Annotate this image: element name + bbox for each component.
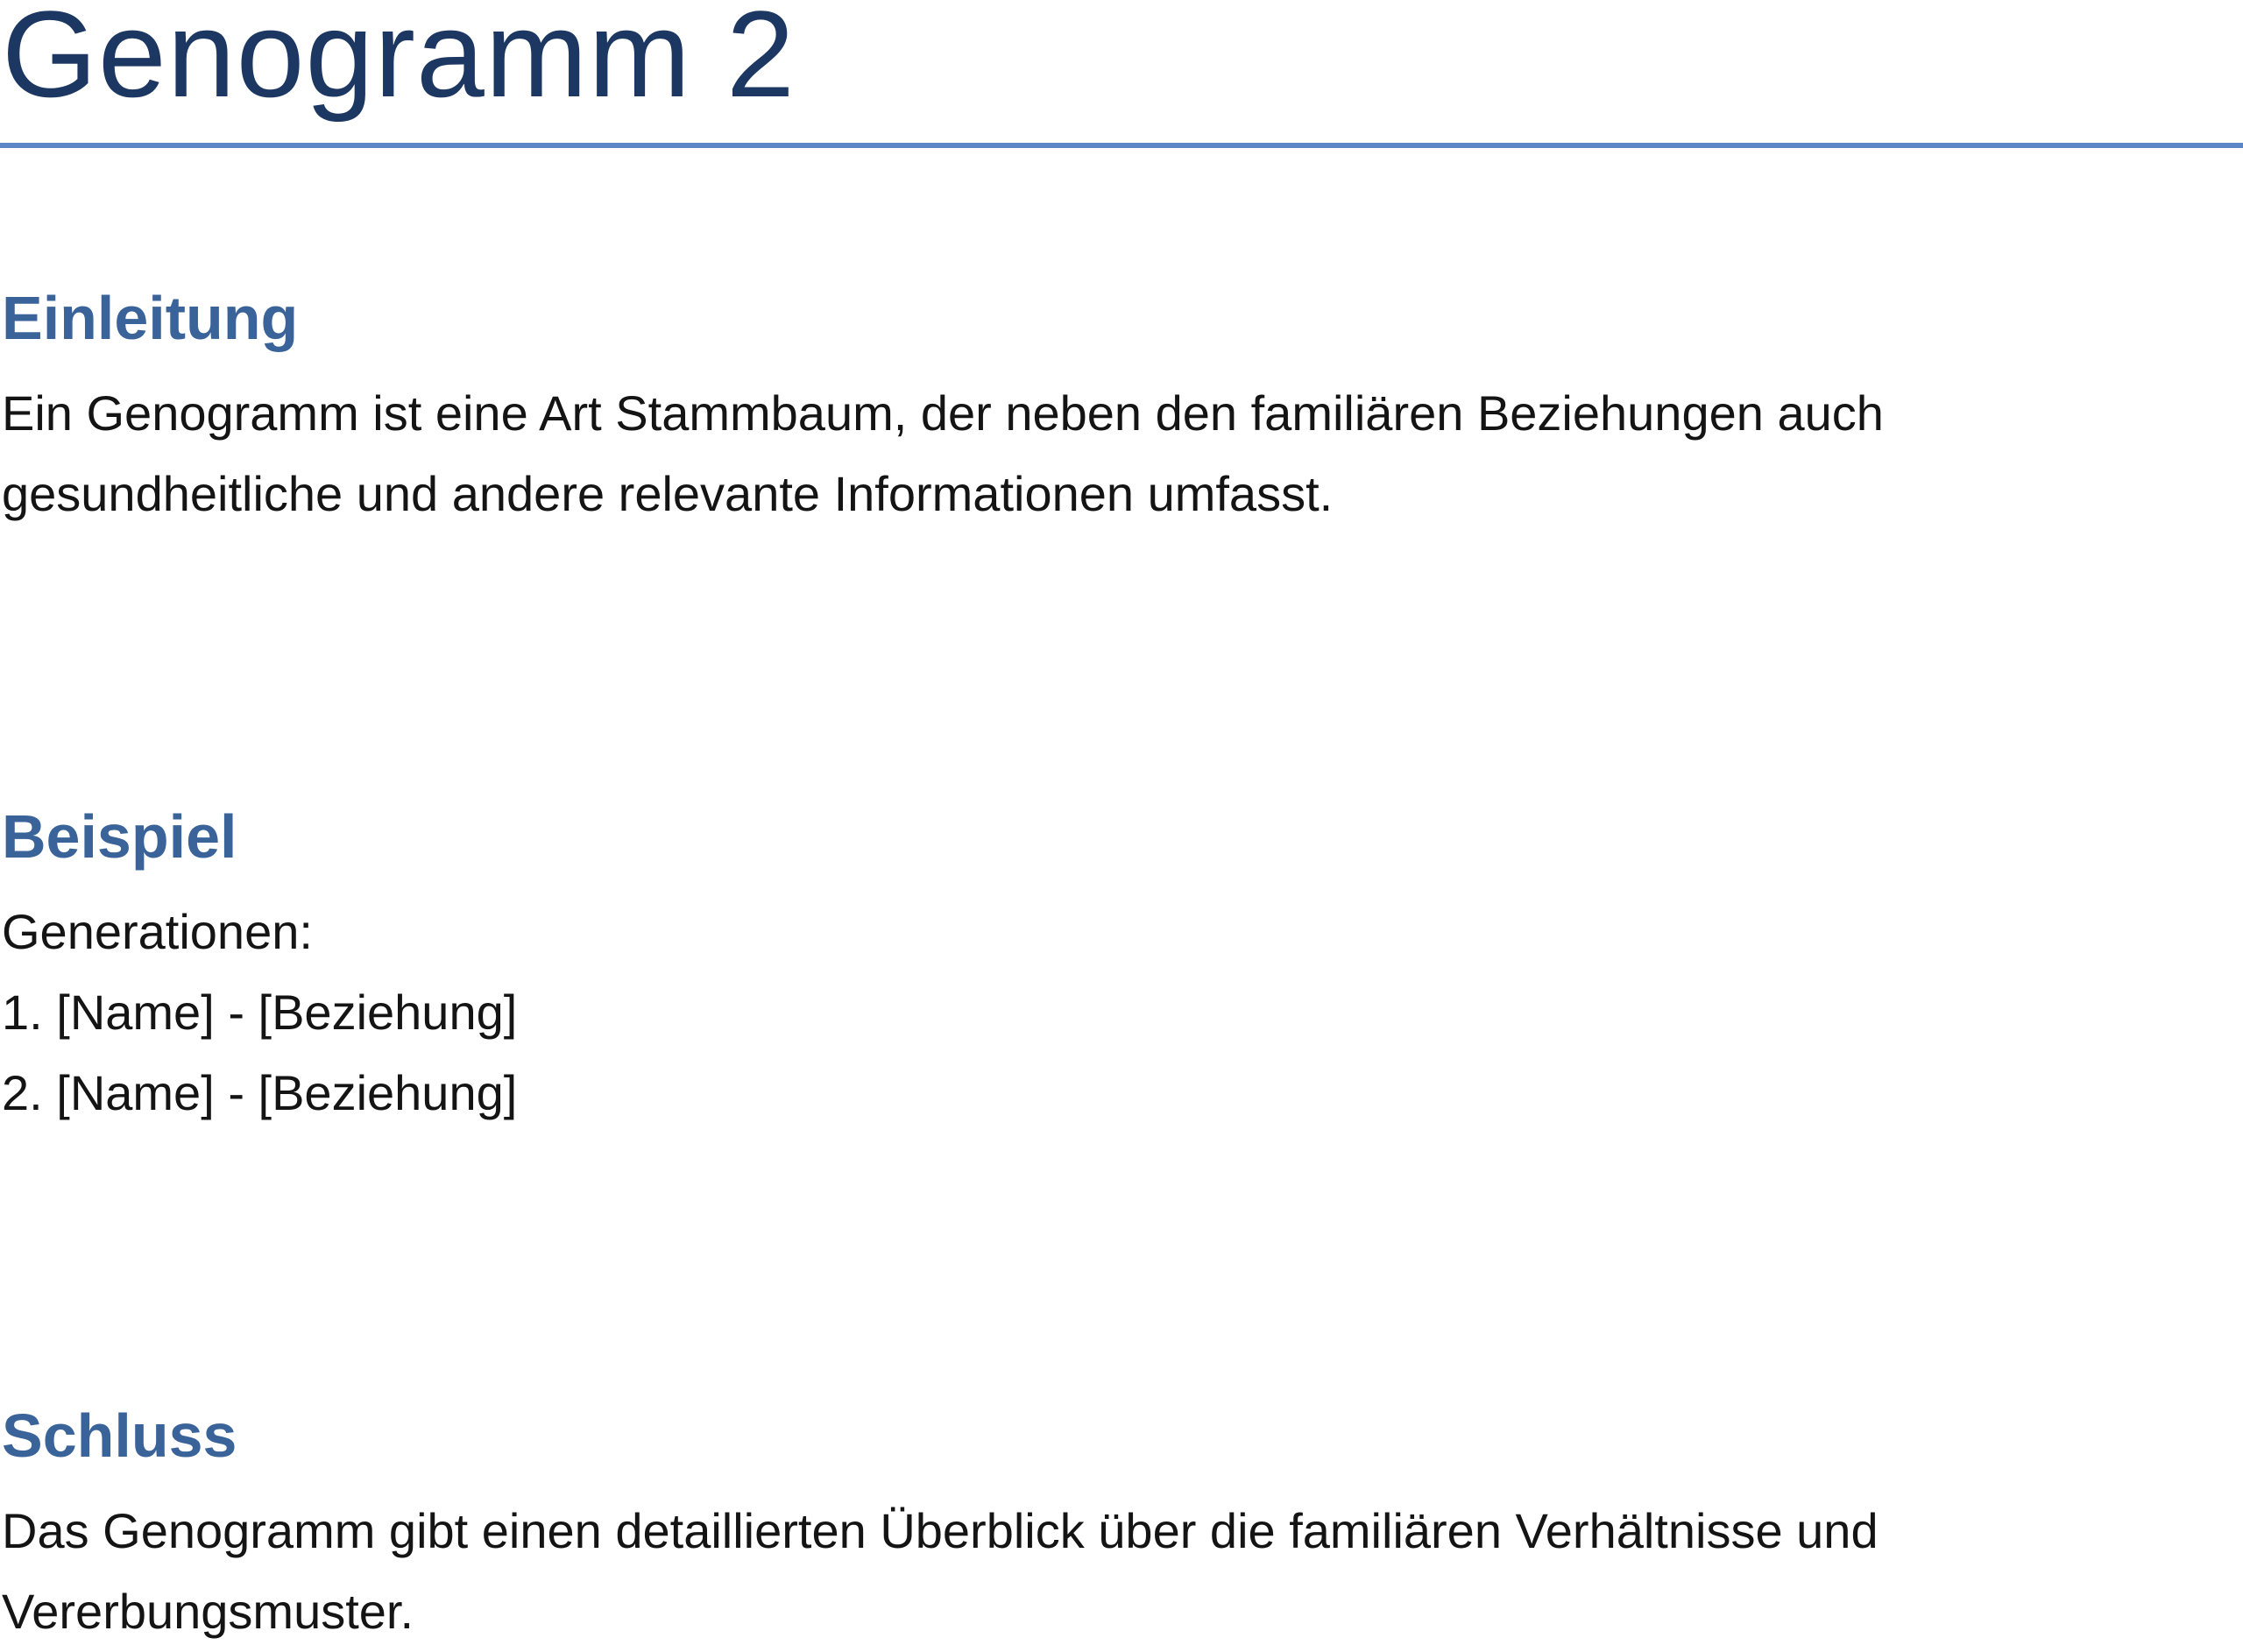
section-heading-schluss: Schluss	[2, 1401, 237, 1470]
section-heading-einleitung: Einleitung	[2, 284, 299, 352]
title-underline-rule	[0, 143, 2243, 148]
body-line: Vererbungsmuster.	[2, 1584, 414, 1639]
section-body-beispiel	[2, 892, 517, 1133]
document-title: Genogramm 2	[2, 0, 796, 123]
section-heading-beispiel: Beispiel	[2, 802, 237, 871]
generations-label: Generationen:	[2, 904, 313, 959]
section-body-einleitung	[2, 373, 1884, 534]
section-body-schluss	[2, 1491, 1879, 1652]
body-line: Das Genogramm gibt einen detaillierten Überblick über die familiären Verhältnisse und	[2, 1503, 1879, 1558]
body-line: Ein Genogramm ist eine Art Stammbaum, der neben den familiären Beziehungen auch	[2, 385, 1884, 441]
generation-list-item: 1. [Name] - [Beziehung]	[2, 985, 518, 1040]
body-line: gesundheitliche und andere relevante Informationen umfasst.	[2, 466, 1334, 521]
generation-list-item: 2. [Name] - [Beziehung]	[2, 1065, 518, 1120]
